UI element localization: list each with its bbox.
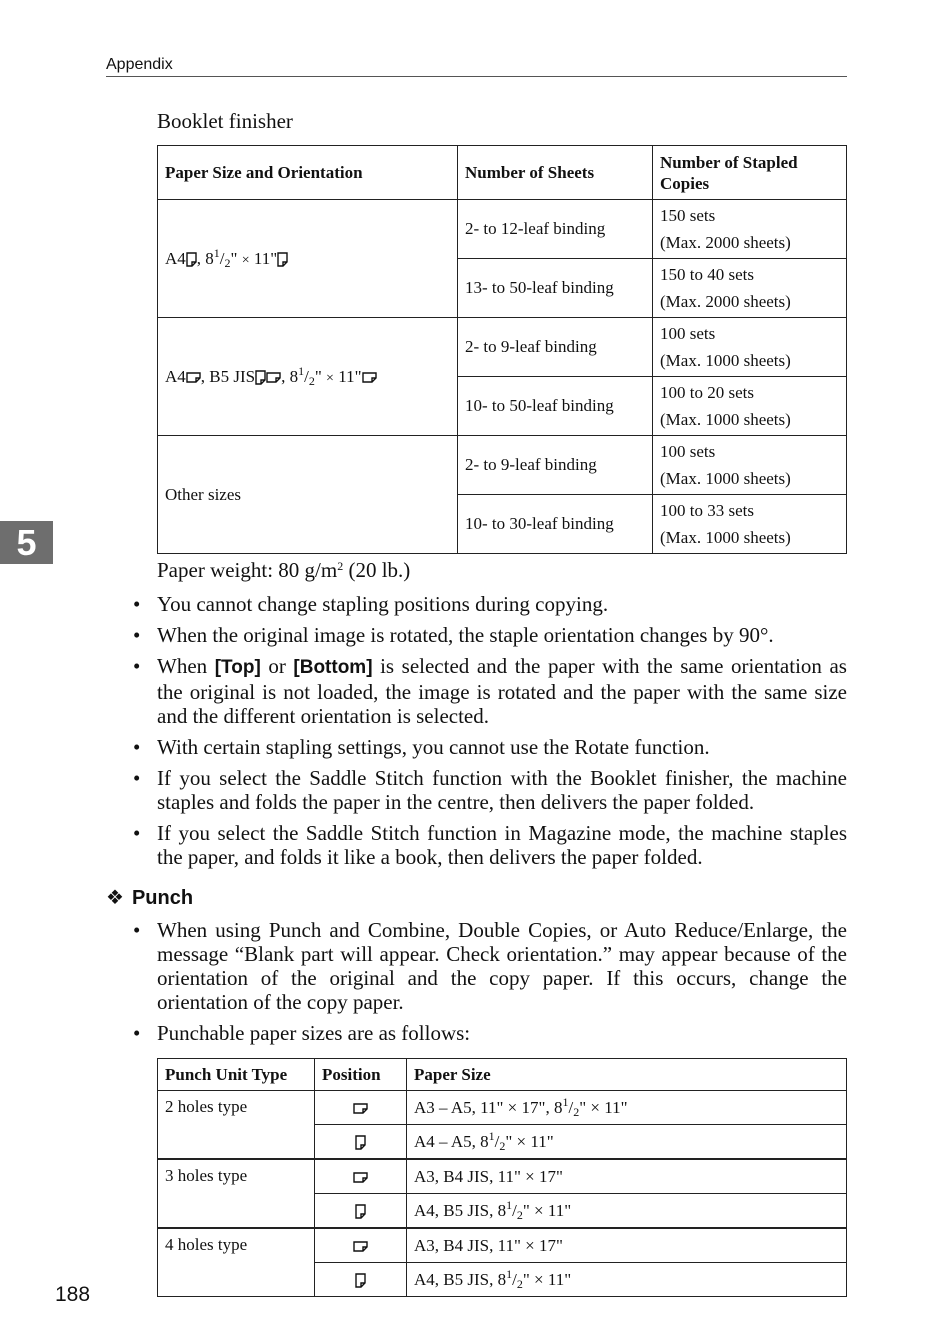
copies-cell: 100 to 33 sets (Max. 1000 sheets) [653, 495, 847, 554]
list-item: • If you select the Saddle Stitch function with the Booklet finisher, the machine staples and folds the paper in the centre, then delivers the paper folded. [157, 766, 847, 814]
paper-landscape-icon [362, 372, 377, 383]
sheets-cell: 2- to 9-leaf binding [458, 436, 653, 495]
paper-landscape-icon [186, 372, 201, 383]
chapter-tab: 5 [0, 521, 53, 564]
punch-type-cell: 4 holes type [158, 1228, 315, 1297]
position-cell [315, 1228, 407, 1263]
punch-type-cell: 2 holes type [158, 1091, 315, 1160]
table-row [158, 436, 847, 495]
position-cell [315, 1263, 407, 1297]
header-paper-size: Paper Size [407, 1059, 847, 1091]
diamond-bullet-icon: ❖ [106, 887, 124, 909]
section-title-booklet-finisher: Booklet finisher [157, 109, 293, 133]
copies-cell: 150 sets (Max. 2000 sheets) [653, 200, 847, 259]
paper-size-cell: A3, B4 JIS, 11" × 17" [407, 1228, 847, 1263]
list-item: • When the original image is rotated, the staple orientation changes by 90°. [157, 623, 847, 647]
position-cell [315, 1091, 407, 1125]
sheets-cell: 2- to 12-leaf binding [458, 200, 653, 259]
paper-portrait-icon [186, 252, 197, 267]
paper-size-cell: A4, B5 JIS, $8^1/_2$" × 11" [407, 1194, 847, 1229]
list-item: • You cannot change stapling positions during copying. [157, 592, 847, 616]
copies-cell: 100 sets (Max. 1000 sheets) [653, 318, 847, 377]
list-item: • With certain stapling settings, you cannot use the Rotate function. [157, 735, 847, 759]
list-item: • Punchable paper sizes are as follows: [157, 1021, 847, 1045]
header-number-of-sheets: Number of Sheets [458, 146, 653, 200]
paper-portrait-icon [277, 252, 288, 267]
paper-portrait-icon [255, 370, 266, 385]
paper-portrait-icon [355, 1135, 366, 1150]
paper-size-cell: Other sizes [158, 436, 458, 554]
paper-landscape-icon [353, 1103, 368, 1114]
table-header-row [158, 146, 847, 200]
top-key-label: [Top] [214, 657, 261, 678]
paper-portrait-icon [355, 1204, 366, 1219]
paper-weight-note: Paper weight: 80 $g/m^2$ (20 lb.) [157, 558, 411, 582]
position-cell [315, 1159, 407, 1194]
header-punch-unit-type: Punch Unit Type [158, 1059, 315, 1091]
header-paper-size: Paper Size and Orientation [158, 146, 458, 200]
booklet-finisher-table [157, 145, 847, 554]
table-row [158, 1228, 847, 1263]
paper-size-cell: A4 – A5, $8^1/_2$" × 11" [407, 1125, 847, 1160]
table-row [158, 1159, 847, 1194]
paper-portrait-icon [355, 1273, 366, 1288]
header-stapled-copies: Number of Stapled Copies [653, 146, 847, 200]
page-number: 188 [55, 1283, 91, 1306]
table-header-row [158, 1059, 847, 1091]
paper-size-cell: A4 , B5 JIS , $8^1/_2$" × 11" [158, 318, 458, 436]
copies-cell: 150 to 40 sets (Max. 2000 sheets) [653, 259, 847, 318]
paper-landscape-icon [353, 1241, 368, 1252]
paper-size-cell: A3, B4 JIS, 11" × 17" [407, 1159, 847, 1194]
paper-size-cell: A4, B5 JIS, $8^1/_2$" × 11" [407, 1263, 847, 1297]
sheets-cell: 10- to 30-leaf binding [458, 495, 653, 554]
punch-sizes-table [157, 1058, 847, 1297]
sheets-cell: 13- to 50-leaf binding [458, 259, 653, 318]
position-cell [315, 1125, 407, 1160]
sheets-cell: 10- to 50-leaf binding [458, 377, 653, 436]
table-row [158, 1091, 847, 1125]
stapling-notes-list [157, 592, 847, 876]
bottom-key-label: [Bottom] [293, 657, 373, 678]
header-position: Position [315, 1059, 407, 1091]
list-item: • When [Top] or [Bottom] is selected and the paper with the same orientation as the original is not loaded, the image is rotated and the paper with the same size and the different orientation is selected. [157, 654, 847, 728]
position-cell [315, 1194, 407, 1229]
paper-landscape-icon [353, 1172, 368, 1183]
table-row [158, 200, 847, 259]
list-item: • If you select the Saddle Stitch function in Magazine mode, the machine staples the paper, and folds it like a book, then delivers the paper folded. [157, 821, 847, 869]
sheets-cell: 2- to 9-leaf binding [458, 318, 653, 377]
running-header: Appendix [106, 56, 173, 73]
section-heading-punch: ❖ Punch [106, 887, 194, 909]
table-row [158, 318, 847, 377]
list-item: • When using Punch and Combine, Double Copies, or Auto Reduce/Enlarge, the message “Blank part will appear. Check orientation.” may appear because of the orientation of the original and the copy paper. If this occurs, change the orientation of the copy paper. [157, 918, 847, 1014]
paper-landscape-icon [266, 372, 281, 383]
copies-cell: 100 to 20 sets (Max. 1000 sheets) [653, 377, 847, 436]
punch-notes-list [157, 918, 847, 1052]
header-rule [106, 76, 847, 77]
paper-size-cell: A4 , $8^1/_2$" × 11" [158, 200, 458, 318]
copies-cell: 100 sets (Max. 1000 sheets) [653, 436, 847, 495]
paper-size-cell: A3 – A5, 11" × 17", $8^1/_2$" × 11" [407, 1091, 847, 1125]
punch-type-cell: 3 holes type [158, 1159, 315, 1228]
